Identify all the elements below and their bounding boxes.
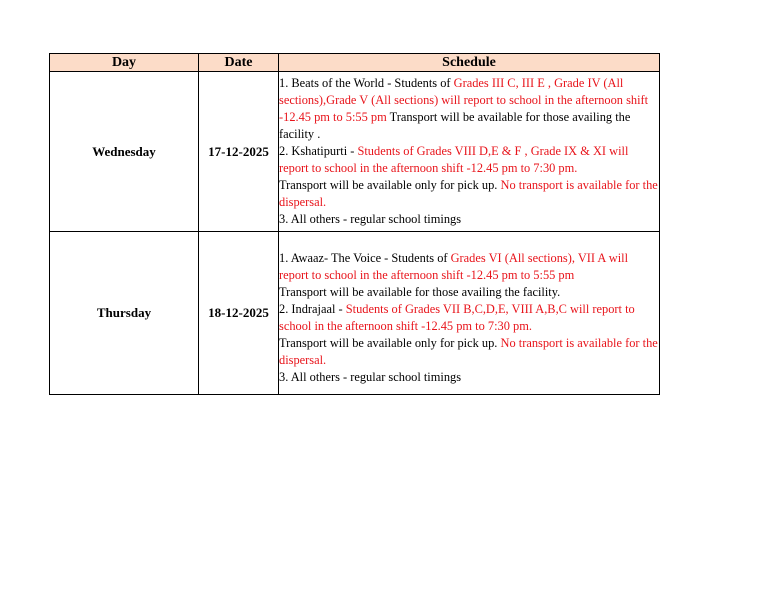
date-cell: 18-12-2025 [199, 232, 279, 395]
table-row [50, 232, 660, 395]
item-highlight-2: No transport is available for the dispersal. [279, 336, 658, 367]
schedule-item [279, 302, 658, 367]
schedule-item [279, 370, 461, 384]
day-cell: Thursday [50, 232, 199, 395]
item-mid: Transport will be available only for pick up. [279, 336, 501, 350]
item-lead: 2. Indrajaal - [279, 302, 346, 316]
schedule-item [279, 144, 658, 209]
schedule-item [279, 76, 648, 141]
schedule-cell [279, 232, 660, 395]
item-mid: Transport will be available only for pick up. [279, 178, 501, 192]
schedule-cell [279, 72, 660, 232]
item-tail: Transport will be available for those availing the facility. [279, 285, 561, 299]
day-cell: Wednesday [50, 72, 199, 232]
item-highlight: Grades III C, III E , Grade IV (All sections),Grade V (All sections) will report to school in the afternoon shift -12.45 pm to 5:55 pm [279, 76, 649, 124]
item-highlight: Students of Grades VIII D,E & F , Grade IX & XI will report to school in the afternoon shift -12.45 pm to 7:30 pm. [279, 144, 629, 175]
item-lead: 3. All others - regular school timings [279, 370, 462, 384]
item-lead: 1. Beats of the World - Students of [279, 76, 454, 90]
item-lead: 3. All others - regular school timings [279, 212, 462, 226]
item-highlight-2: No transport is available for the dispersal. [279, 178, 658, 209]
header-schedule: Schedule [279, 54, 660, 72]
header-day: Day [50, 54, 199, 72]
header-row [50, 54, 660, 72]
item-highlight: Students of Grades VII B,C,D,E, VIII A,B,C will report to school in the afternoon shift -12.45 pm to 7:30 pm. [279, 302, 635, 333]
schedule-item [279, 251, 628, 299]
schedule-item [279, 212, 461, 226]
item-tail: Transport will be available for those availing the facility . [279, 110, 631, 141]
item-lead: 1. Awaaz- The Voice - Students of [279, 251, 451, 265]
date-cell: 17-12-2025 [199, 72, 279, 232]
table-row [50, 72, 660, 232]
item-lead: 2. Kshatipurti - [279, 144, 358, 158]
header-date: Date [199, 54, 279, 72]
item-highlight: Grades VI (All sections), VII A will report to school in the afternoon shift -12.45 pm to 5:55 pm [279, 251, 629, 282]
schedule-table [49, 53, 660, 395]
